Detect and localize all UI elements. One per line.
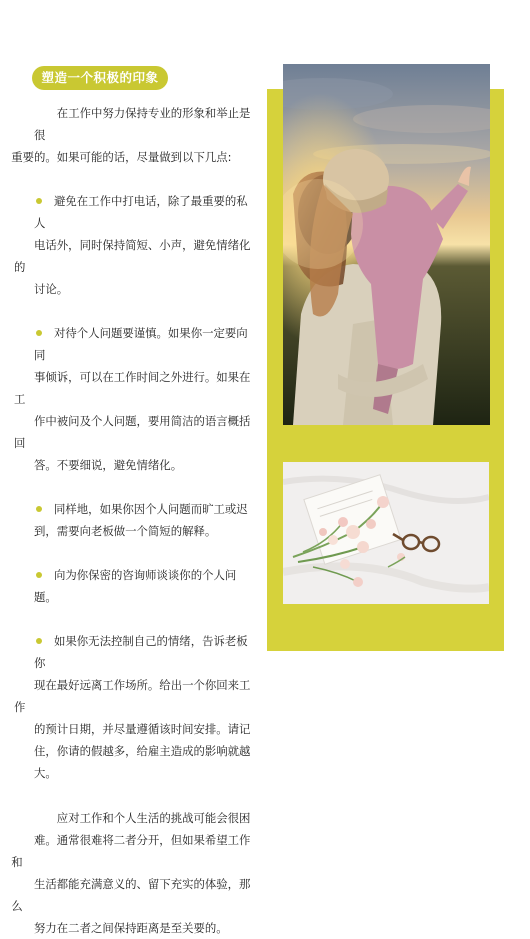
closing-line-3: 生活都能充满意义的、留下充实的体验，那么 (11, 877, 251, 913)
flowers-book-glasses-illustration (283, 462, 489, 604)
bullet-5-line-4: 住，你请的假越多，给雇主造成的影响就越 (34, 744, 251, 758)
bullet-dot-icon (36, 506, 42, 512)
intro-line-1: 在工作中努力保持专业的形象和举止是很 (34, 106, 251, 142)
bullet-5-line-1: 如果你无法控制自己的情绪，告诉老板你 (34, 634, 248, 670)
bullet-5-line-3: 的预计日期，并尽量遵循该时间安排。请记 (34, 722, 251, 736)
flowers-still-life-photo (283, 462, 489, 604)
closing-line-2: 难。通常很难将二者分开，但如果希望工作和 (11, 833, 251, 869)
bullet-dot-icon (36, 198, 42, 204)
bullet-2-line-4: 答。不要细说，避免情绪化。 (34, 458, 183, 472)
bullet-2-line-1: 对待个人问题要谨慎。如果你一定要向同 (34, 326, 248, 362)
intro-paragraph (11, 102, 256, 168)
bullet-item-5 (14, 630, 256, 784)
sunset-photo-illustration (283, 64, 490, 425)
bullet-item-1 (14, 190, 256, 300)
bullet-3-line-2: 到，需要向老板做一个简短的解释。 (34, 524, 217, 538)
bullet-item-3 (34, 498, 256, 542)
bullet-1-line-2: 电话外，同时保持简短、小声，避免情绪化的 (14, 238, 251, 274)
bullet-5-line-2: 现在最好远离工作场所。给出一个你回来工作 (14, 678, 251, 714)
closing-paragraph (11, 807, 256, 939)
bullet-1-line-1: 避免在工作中打电话，除了最重要的私人 (34, 194, 248, 230)
bullet-dot-icon (36, 572, 42, 578)
mother-daughter-photo (283, 64, 490, 425)
bullet-dot-icon (36, 638, 42, 644)
closing-line-1: 应对工作和个人生活的挑战可能会很困 (56, 811, 251, 825)
bullet-2-line-2: 事倾诉，可以在工作时间之外进行。如果在工 (14, 370, 251, 406)
bullet-5-line-5: 大。 (34, 766, 57, 780)
bullet-dot-icon (36, 330, 42, 336)
bullet-item-4 (34, 564, 256, 608)
intro-line-2: 重要的。如果可能的话，尽量做到以下几点: (11, 150, 232, 164)
section-title: 塑造一个积极的印象 (32, 66, 168, 90)
bullet-item-2 (14, 322, 256, 476)
closing-line-4: 努力在二者之间保持距离是至关要的。 (34, 921, 228, 935)
bullet-4-line-1: 向为你保密的咨询师谈谈你的个人问题。 (34, 568, 237, 604)
bullet-2-line-3: 作中被问及个人问题，要用简洁的语言概括回 (14, 414, 251, 450)
article-body (11, 102, 256, 939)
bullet-1-line-3: 讨论。 (34, 282, 69, 296)
bullet-3-line-1: 同样地，如果你因个人问题而旷工或迟 (54, 502, 248, 516)
